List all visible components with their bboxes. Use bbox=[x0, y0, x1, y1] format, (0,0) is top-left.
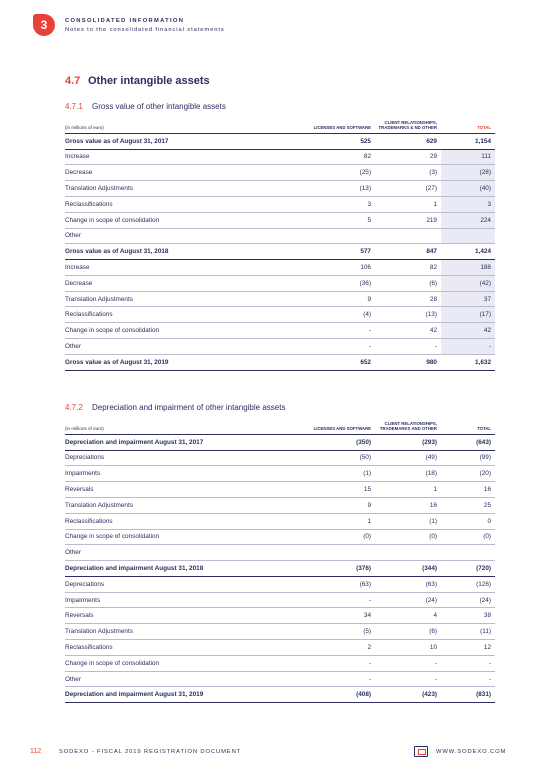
subsection-heading-depreciation bbox=[65, 403, 285, 412]
row-label: Change in scope of consolidation bbox=[65, 659, 160, 667]
table-row bbox=[65, 149, 495, 165]
cell-value: - bbox=[434, 659, 437, 667]
section-heading bbox=[65, 75, 210, 87]
cell-value: 12 bbox=[483, 643, 491, 651]
column-header-total: TOTAL bbox=[477, 125, 491, 131]
column-header: CLIENT RELATIONSHIPS, TRADEMARKS & ND OTHER bbox=[378, 120, 437, 131]
cell-value: (643) bbox=[476, 438, 491, 446]
cell-value: 16 bbox=[483, 486, 491, 493]
footer-document-title: SODEXO - FISCAL 2019 REGISTRATION DOCUMENT bbox=[59, 749, 242, 755]
cell-value: - bbox=[434, 675, 437, 683]
row-label: Translation Adjustments bbox=[65, 295, 133, 303]
row-label: Impairments bbox=[65, 470, 101, 478]
cell-value: (99) bbox=[479, 454, 491, 462]
header-subtitle: Notes to the consolidated financial statements bbox=[65, 27, 225, 33]
column-header: LICENSES AND SOFTWARE bbox=[313, 125, 371, 131]
cell-value: (1) bbox=[363, 470, 371, 478]
table-row bbox=[65, 497, 495, 513]
table-row bbox=[65, 576, 495, 592]
unit-label: (in millions of euro) bbox=[65, 425, 104, 431]
column-header: CLIENT RELATIONSHIPS, TRADEMARKS AND OTHER bbox=[379, 421, 437, 432]
table-row bbox=[65, 307, 495, 323]
cell-value: (6) bbox=[429, 628, 437, 636]
cell-value: 1,424 bbox=[475, 248, 491, 256]
cell-value: 37 bbox=[441, 291, 495, 307]
cell-value: 0 bbox=[487, 517, 491, 525]
table-row bbox=[65, 640, 495, 656]
running-header bbox=[65, 18, 225, 33]
table-row bbox=[65, 133, 495, 149]
screen-icon bbox=[414, 746, 428, 757]
cell-value: (126) bbox=[476, 580, 491, 588]
cell-value: 629 bbox=[426, 137, 437, 145]
cell-value: - bbox=[368, 675, 371, 683]
row-label: Change in scope of consolidation bbox=[65, 216, 160, 224]
row-label: Depreciations bbox=[65, 580, 105, 588]
table-row bbox=[65, 624, 495, 640]
cell-value: 42 bbox=[441, 323, 495, 339]
table-row bbox=[65, 165, 495, 181]
row-label: Translation Adjustments bbox=[65, 628, 133, 636]
cell-value: 525 bbox=[360, 137, 371, 145]
table-row bbox=[65, 260, 495, 276]
cell-value: 82 bbox=[363, 153, 371, 161]
table-row bbox=[65, 561, 495, 577]
cell-value: - bbox=[434, 342, 437, 350]
row-label: Other bbox=[65, 342, 81, 350]
footer-website-link[interactable]: WWW.SODEXO.COM bbox=[436, 749, 507, 755]
table-row bbox=[65, 244, 495, 260]
cell-value: (24) bbox=[425, 596, 437, 604]
subsection-number: 4.7.1 bbox=[65, 102, 83, 111]
cell-value: 38 bbox=[483, 612, 491, 620]
table-row bbox=[65, 608, 495, 624]
column-header: LICENSES AND SOFTWARE bbox=[313, 426, 371, 432]
table-row bbox=[65, 529, 495, 545]
cell-value: (28) bbox=[441, 165, 495, 181]
page-footer bbox=[0, 746, 550, 760]
cell-value bbox=[309, 228, 375, 244]
cell-value bbox=[375, 228, 441, 244]
cell-value: 42 bbox=[429, 327, 437, 335]
cell-value: (24) bbox=[479, 596, 491, 604]
cell-value: (423) bbox=[422, 691, 437, 699]
cell-value: (11) bbox=[480, 628, 491, 636]
cell-value: - bbox=[441, 339, 495, 355]
cell-value: 82 bbox=[429, 263, 437, 271]
cell-value: - bbox=[488, 675, 491, 683]
table-row bbox=[65, 339, 495, 355]
cell-value: 980 bbox=[426, 358, 437, 366]
cell-value: 652 bbox=[360, 358, 371, 366]
cell-value: - bbox=[488, 659, 491, 667]
table-row bbox=[65, 687, 495, 703]
column-header-total: TOTAL bbox=[477, 426, 491, 432]
cell-value: 847 bbox=[426, 248, 437, 256]
gross-value-table bbox=[65, 120, 495, 371]
row-label: Impairments bbox=[65, 596, 101, 604]
table-row bbox=[65, 450, 495, 466]
cell-value: 577 bbox=[360, 248, 371, 256]
row-label: Depreciation and impairment August 31, 2019 bbox=[65, 691, 204, 699]
row-label: Reclassifications bbox=[65, 311, 113, 319]
cell-value: 10 bbox=[429, 643, 437, 651]
cell-value: - bbox=[368, 659, 371, 667]
cell-value: 9 bbox=[367, 295, 371, 303]
cell-value: (20) bbox=[479, 470, 491, 478]
cell-value: - bbox=[368, 327, 371, 335]
cell-value bbox=[309, 545, 375, 561]
cell-value: (293) bbox=[422, 438, 437, 446]
cell-value: (36) bbox=[359, 279, 371, 287]
cell-value: 1 bbox=[367, 517, 371, 525]
table-row bbox=[65, 181, 495, 197]
row-label: Reversals bbox=[65, 612, 94, 620]
cell-value: 15 bbox=[363, 486, 371, 493]
cell-value: (0) bbox=[483, 533, 491, 541]
cell-value bbox=[441, 545, 495, 561]
row-label: Other bbox=[65, 549, 81, 557]
cell-value: 16 bbox=[429, 501, 437, 509]
cell-value: (376) bbox=[356, 564, 371, 572]
cell-value: (344) bbox=[422, 564, 437, 572]
cell-value: 4 bbox=[433, 612, 437, 620]
row-label: Gross value as of August 31, 2019 bbox=[65, 358, 169, 366]
row-label: Translation Adjustments bbox=[65, 501, 133, 509]
subsection-heading-gross bbox=[65, 102, 226, 111]
row-label: Change in scope of consolidation bbox=[65, 533, 160, 541]
cell-value: 111 bbox=[441, 149, 495, 165]
row-label: Other bbox=[65, 232, 81, 240]
table-header-row bbox=[65, 421, 495, 434]
table-row bbox=[65, 275, 495, 291]
row-label: Reversals bbox=[65, 486, 94, 493]
row-label: Reclassifications bbox=[65, 200, 113, 208]
subsection-title: Gross value of other intangible assets bbox=[92, 102, 226, 111]
cell-value: 25 bbox=[483, 501, 491, 509]
cell-value: 1 bbox=[433, 200, 437, 208]
cell-value: (408) bbox=[356, 691, 371, 699]
cell-value: (13) bbox=[425, 311, 437, 319]
cell-value: (50) bbox=[359, 454, 371, 462]
row-label: Depreciations bbox=[65, 454, 105, 462]
cell-value bbox=[441, 228, 495, 244]
cell-value: 3 bbox=[367, 200, 371, 208]
cell-value: (4) bbox=[363, 311, 371, 319]
row-label: Depreciation and impairment August 31, 2018 bbox=[65, 564, 204, 572]
table-row bbox=[65, 354, 495, 370]
cell-value: 188 bbox=[441, 260, 495, 276]
unit-label: (in millions of euro) bbox=[65, 124, 104, 130]
table-row bbox=[65, 655, 495, 671]
row-label: Depreciation and impairment August 31, 2017 bbox=[65, 438, 204, 446]
cell-value: (13) bbox=[359, 185, 371, 192]
cell-value: 106 bbox=[360, 263, 371, 271]
section-number: 4.7 bbox=[65, 75, 81, 87]
table-header-row bbox=[65, 120, 495, 133]
cell-value: 5 bbox=[367, 216, 371, 224]
table-row bbox=[65, 228, 495, 244]
row-label: Decrease bbox=[65, 169, 93, 177]
cell-value: 2 bbox=[367, 643, 371, 651]
row-label: Increase bbox=[65, 263, 90, 271]
table-row bbox=[65, 212, 495, 228]
cell-value: 29 bbox=[429, 153, 437, 161]
cell-value: (0) bbox=[429, 533, 437, 541]
cell-value: 34 bbox=[363, 612, 371, 620]
subsection-number: 4.7.2 bbox=[65, 403, 83, 412]
table-row bbox=[65, 323, 495, 339]
cell-value: 1,154 bbox=[475, 137, 491, 145]
cell-value: (831) bbox=[476, 691, 491, 699]
table-row bbox=[65, 196, 495, 212]
cell-value: 224 bbox=[441, 212, 495, 228]
cell-value: 1,632 bbox=[475, 358, 491, 366]
cell-value: 9 bbox=[367, 501, 371, 509]
table-row bbox=[65, 592, 495, 608]
cell-value: (17) bbox=[441, 307, 495, 323]
cell-value: - bbox=[368, 596, 371, 604]
cell-value: (5) bbox=[363, 628, 371, 636]
cell-value: (63) bbox=[359, 580, 371, 588]
row-label: Decrease bbox=[65, 279, 93, 287]
cell-value: (40) bbox=[441, 181, 495, 197]
cell-value: (1) bbox=[429, 517, 437, 525]
table-row bbox=[65, 466, 495, 482]
table-row bbox=[65, 434, 495, 450]
cell-value: (18) bbox=[425, 470, 437, 478]
row-label: Reclassifications bbox=[65, 643, 113, 651]
cell-value: (25) bbox=[359, 169, 371, 177]
cell-value: (42) bbox=[441, 275, 495, 291]
row-label: Translation Adjustments bbox=[65, 185, 133, 192]
cell-value: (720) bbox=[476, 564, 491, 572]
page-number: 112 bbox=[30, 748, 42, 755]
cell-value: 1 bbox=[433, 486, 437, 493]
table-row bbox=[65, 513, 495, 529]
cell-value: (6) bbox=[429, 279, 437, 287]
cell-value: 219 bbox=[426, 216, 437, 224]
depreciation-table bbox=[65, 421, 495, 703]
header-title: CONSOLIDATED INFORMATION bbox=[65, 18, 185, 24]
cell-value: 28 bbox=[429, 295, 437, 303]
row-label: Other bbox=[65, 675, 81, 683]
cell-value: - bbox=[368, 342, 371, 350]
cell-value: 3 bbox=[441, 196, 495, 212]
row-label: Change in scope of consolidation bbox=[65, 327, 160, 335]
cell-value: (0) bbox=[363, 533, 371, 541]
cell-value bbox=[375, 545, 441, 561]
cell-value: (27) bbox=[425, 185, 437, 192]
cell-value: (63) bbox=[425, 580, 437, 588]
cell-value: (350) bbox=[356, 438, 371, 446]
cell-value: (3) bbox=[429, 169, 437, 177]
subsection-title: Depreciation and impairment of other intangible assets bbox=[92, 403, 286, 412]
chapter-badge: 3 bbox=[33, 14, 55, 36]
section-title: Other intangible assets bbox=[88, 75, 210, 87]
row-label: Increase bbox=[65, 153, 90, 161]
row-label: Reclassifications bbox=[65, 517, 113, 525]
table-row bbox=[65, 482, 495, 498]
table-row bbox=[65, 545, 495, 561]
row-label: Gross value as of August 31, 2018 bbox=[65, 248, 169, 256]
cell-value: (49) bbox=[425, 454, 437, 462]
row-label: Gross value as of August 31, 2017 bbox=[65, 137, 169, 145]
table-row bbox=[65, 291, 495, 307]
table-row bbox=[65, 671, 495, 687]
